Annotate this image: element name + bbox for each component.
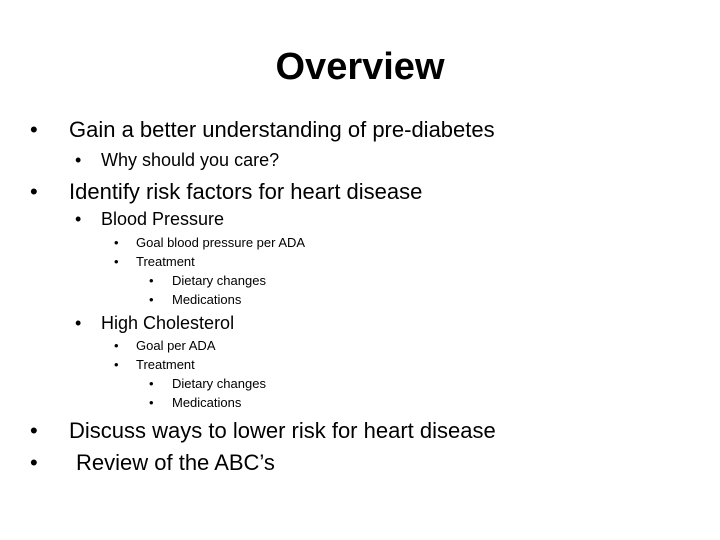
bullet-marker: • (75, 313, 82, 333)
bullet-marker: • (149, 395, 154, 410)
bullet-marker: • (75, 150, 82, 170)
sub-sub-sub-bullet-item: Dietary changes (172, 273, 266, 288)
sub-bullet-item: High Cholesterol (101, 313, 235, 333)
bullet-marker: • (114, 254, 119, 269)
sub-bullet-item: Why should you care? (101, 150, 280, 170)
bullet-marker: • (30, 418, 38, 443)
slide-title-text: Overview (275, 46, 445, 88)
bullet-marker: • (30, 117, 38, 142)
bullet-marker: • (149, 292, 154, 307)
sub-sub-sub-bullet-item: Medications (172, 395, 242, 410)
bullet-item: Identify risk factors for heart disease (69, 179, 423, 204)
sub-sub-bullet-item: Goal per ADA (136, 338, 216, 353)
bullet-marker: • (114, 338, 119, 353)
bullet-item: Review of the ABC’s (76, 450, 275, 475)
slide-title (0, 42, 720, 92)
bullet-marker: • (114, 357, 119, 372)
bullet-marker: • (149, 273, 154, 288)
bullet-marker: • (30, 450, 38, 475)
sub-sub-sub-bullet-item: Dietary changes (172, 376, 266, 391)
bullet-item: Gain a better understanding of pre-diabetes (69, 117, 495, 142)
bullet-marker: • (75, 209, 82, 229)
sub-sub-bullet-item: Treatment (136, 357, 195, 372)
sub-sub-sub-bullet-item: Medications (172, 292, 242, 307)
sub-sub-bullet-item: Treatment (136, 254, 195, 269)
bullet-marker: • (149, 376, 154, 391)
bullet-item: Discuss ways to lower risk for heart disease (69, 418, 496, 443)
bullet-marker: • (114, 235, 119, 250)
sub-bullet-item: Blood Pressure (101, 209, 225, 229)
sub-sub-bullet-item: Goal blood pressure per ADA (136, 235, 306, 250)
bullet-marker: • (30, 179, 38, 204)
